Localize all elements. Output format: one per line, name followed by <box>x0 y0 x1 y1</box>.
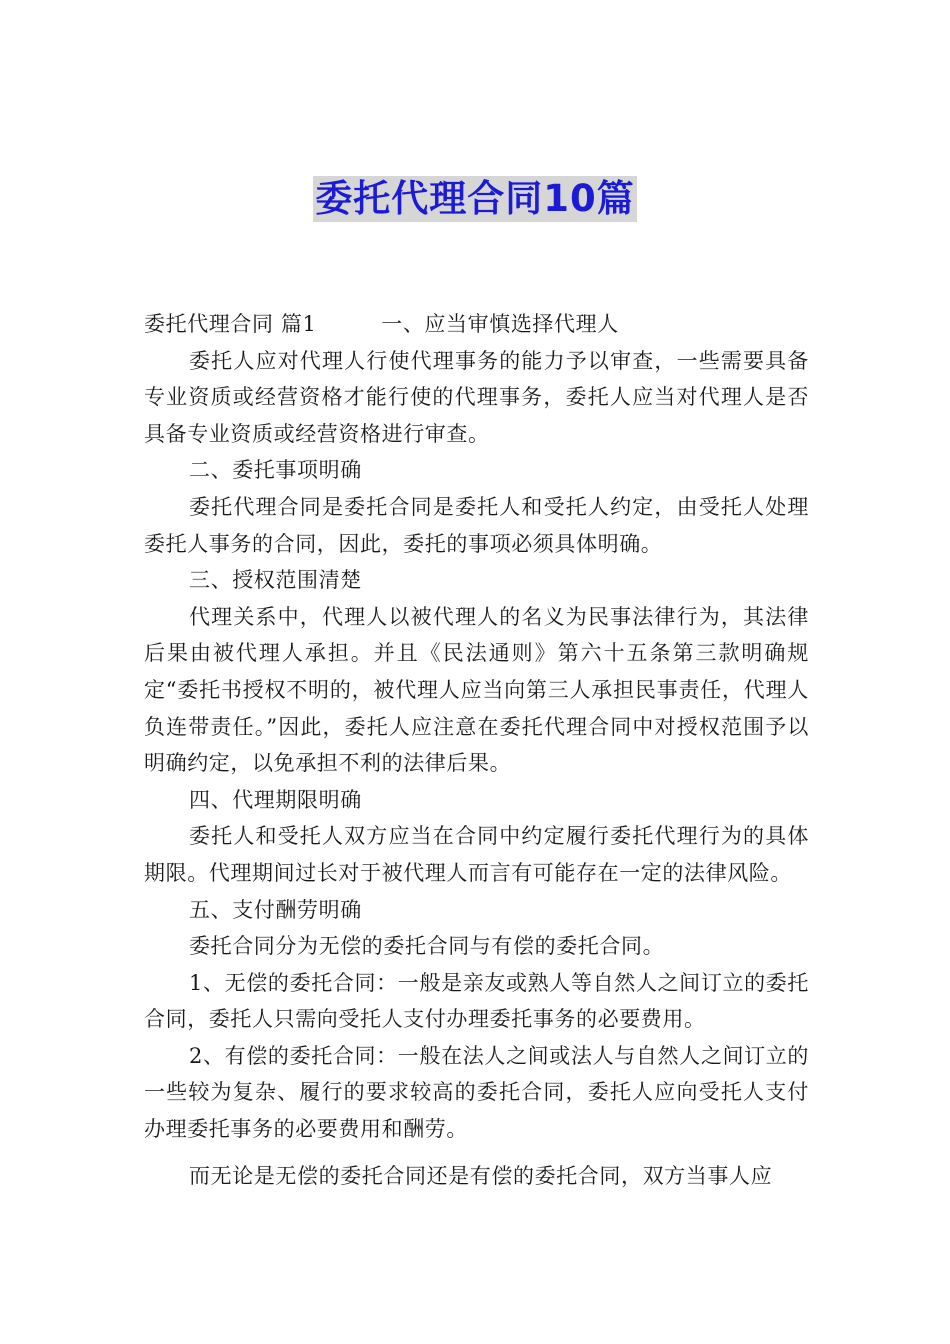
paragraph: 代理关系中，代理人以被代理人的名义为民事法律行为，其法律后果由被代理人承担。并且《民法通则》第六十五条第三款明确规定“委托书授权不明的，被代理人应当向第三人承担民事责任，代理人负连带责任。”因此，委托人应注意在委托代理合同中对授权范围予以明确约定，以免承担不利的法律后果。 <box>144 604 809 776</box>
title-container <box>0 176 950 222</box>
document-body <box>144 306 809 1194</box>
paragraph: 委托合同分为无偿的委托合同与有偿的委托合同。 <box>189 934 665 959</box>
document-title: 委托代理合同10篇 <box>315 177 635 220</box>
list-item: 2、有偿的委托合同：一般在法人之间或法人与自然人之间订立的一些较为复杂、履行的要求较高的委托合同，委托人应向受托人支付办理委托事务的必要费用和酬劳。 <box>144 1043 809 1142</box>
paragraph: 委托代理合同是委托合同是委托人和受托人约定，由受托人处理委托人事务的合同，因此，委托的事项必须具体明确。 <box>144 494 809 556</box>
section-heading: 四、代理期限明确 <box>189 787 362 812</box>
paragraph: 委托人应对代理人行使代理事务的能力予以审查，一些需要具备专业资质或经营资格才能行使的代理事务，委托人应当对代理人是否具备专业资质或经营资格进行审查。 <box>144 348 809 446</box>
list-item: 1、无偿的委托合同：一般是亲友或熟人等自然人之间订立的委托合同，委托人只需向受托人支付办理委托事务的必要费用。 <box>144 970 809 1032</box>
section-heading: 二、委托事项明确 <box>189 458 362 483</box>
paragraph: 而无论是无偿的委托合同还是有偿的委托合同，双方当事人应 <box>189 1163 773 1188</box>
paragraph-gap <box>144 1148 809 1158</box>
section-heading: 三、授权范围清楚 <box>189 568 362 593</box>
section-heading: 五、支付酬劳明确 <box>189 897 362 922</box>
first-line: 委托代理合同 篇1 一、应当审慎选择代理人 <box>144 312 619 336</box>
paragraph: 委托人和受托人双方应当在合同中约定履行委托代理行为的具体期限。代理期间过长对于被代理人而言有可能存在一定的法律风险。 <box>144 824 809 885</box>
